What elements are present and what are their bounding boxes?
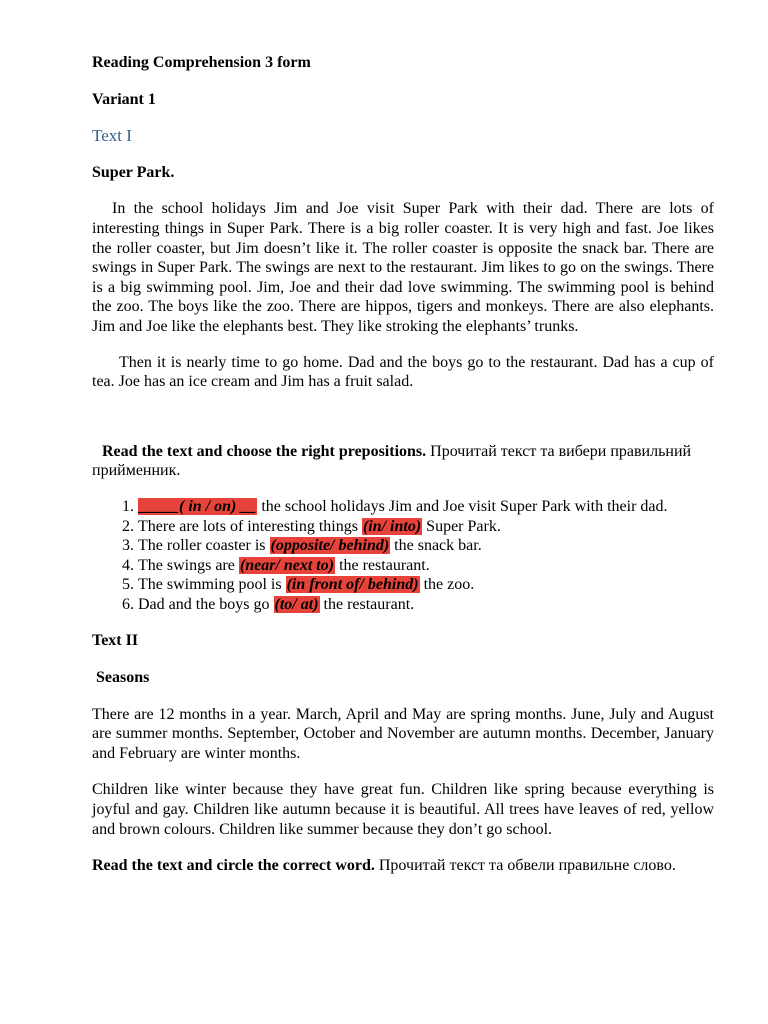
highlighted-choice: (opposite/ behind) xyxy=(270,537,390,555)
list-item xyxy=(138,595,714,615)
text2-label: Text II xyxy=(92,632,139,650)
item-text-before: The swings are xyxy=(138,556,239,574)
task2-instruction-bold: Read the text and circle the correct word. xyxy=(92,857,375,875)
item-text-before: The roller coaster is xyxy=(138,537,270,555)
text1-paragraph-1-text: In the school holidays Jim and Joe visit Super Park with their dad. There are lots of interesting things in Super Park. There is a big roller coaster. It is very high and fast. Joe likes the roller coaster, but Jim doesn’t like it. The roller coaster is opposite the snack bar. There are swings in Super Park. The swings are next to the restaurant. Jim likes to go on the swings. There is a big swimming pool. Jim, Joe and their dad love swimming. The swimming pool is behind the zoo. The boys like the zoo. There are hippos, tigers and monkeys. There are also elephants. Jim and Joe like the elephants best. They like stroking the elephants’ trunks. xyxy=(92,200,714,335)
list-item xyxy=(138,536,714,556)
task1-instruction-bold: Read the text and choose the right prepositions. xyxy=(102,442,427,460)
text1-heading: Super Park. xyxy=(92,163,175,181)
list-item xyxy=(138,517,714,537)
highlighted-choice: (in/ into) xyxy=(362,517,422,535)
highlighted-choice: _____( in / on) __ xyxy=(139,497,257,515)
highlighted-choice: (in front of/ behind) xyxy=(286,576,419,594)
highlighted-choice: (to/ at) xyxy=(274,595,319,613)
item-text-before: The swimming pool is xyxy=(138,576,286,594)
list-item xyxy=(138,556,714,576)
document-page xyxy=(92,53,714,876)
task2-instruction-ua: Прочитай текст та обвели правильне слово. xyxy=(374,857,676,875)
task1-instruction-ua: Прочитай текст та вибери правильний прийменник. xyxy=(92,442,692,480)
item-text-after: the restaurant. xyxy=(319,595,415,613)
text1-paragraph-2 xyxy=(92,353,714,392)
item-text-after: Super Park. xyxy=(422,517,501,535)
item-text-before: Dad and the boys go xyxy=(138,595,274,613)
text1-label: Text I xyxy=(92,126,132,146)
list-item xyxy=(138,497,714,517)
text1-paragraph-1 xyxy=(92,199,714,336)
variant-label: Variant 1 xyxy=(92,90,156,108)
highlighted-choice: (near/ next to) xyxy=(239,556,335,574)
item-text-after: the school holidays Jim and Joe visit Super Park with their dad. xyxy=(257,497,668,515)
document-title: Reading Comprehension 3 form xyxy=(92,54,311,71)
text2-paragraph-1: There are 12 months in a year. March, April and May are spring months. June, July and August are summer months. September, October and November are autumn months. December, January and February are winter months. xyxy=(92,705,714,762)
list-item xyxy=(138,575,714,595)
item-text-before: There are lots of interesting things xyxy=(138,517,362,535)
text2-paragraph-2: Children like winter because they have great fun. Children like spring because everything is joyful and gay. Children like autumn because it is beautiful. All trees have leaves of red, yellow and brown colours. Children like summer because they don’t go school. xyxy=(92,781,714,838)
task2-instruction xyxy=(92,856,714,876)
text2-heading: Seasons xyxy=(96,669,150,687)
item-text-after: the snack bar. xyxy=(390,537,482,555)
task1-instruction xyxy=(92,442,714,481)
text1-paragraph-2-text: Then it is nearly time to go home. Dad and the boys go to the restaurant. Dad has a cup of tea. Joe has an ice cream and Jim has a fruit salad. xyxy=(92,353,714,391)
item-text-after: the restaurant. xyxy=(335,556,430,574)
item-text-after: the zoo. xyxy=(419,576,475,594)
prepositions-list xyxy=(92,497,714,615)
